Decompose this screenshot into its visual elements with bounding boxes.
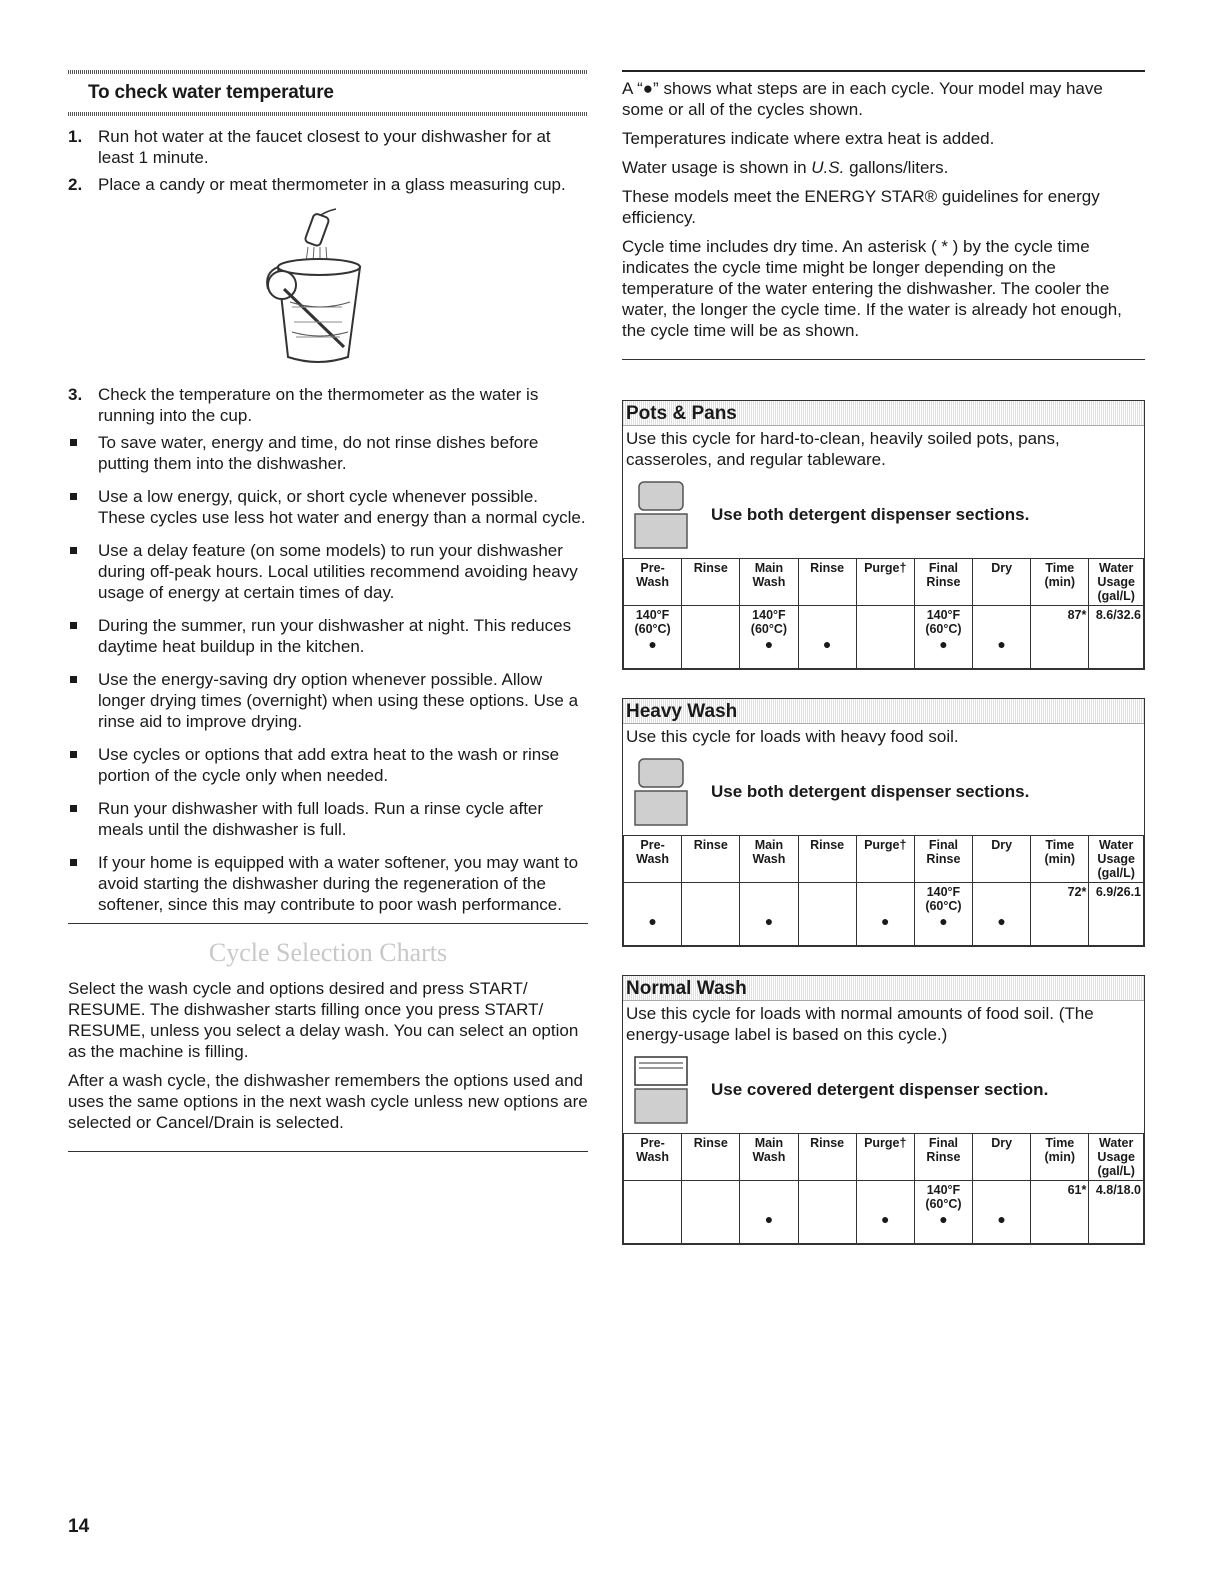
bullet-square-icon [68, 432, 98, 474]
tip-item: Use a low energy, quick, or short cycle whenever possible. These cycles use less hot water and energy than a normal cycle. [68, 486, 588, 528]
detergent-instruction: Use both detergent dispenser sections. [711, 782, 1030, 801]
table-cell [798, 1181, 856, 1244]
step-bullet-icon: ● [939, 636, 948, 652]
intro-paragraph: Water usage is shown in U.S. gallons/liters. [622, 158, 949, 177]
table-row [624, 606, 1144, 669]
table-cell [798, 606, 856, 669]
step-bullet-icon: ● [939, 1211, 948, 1227]
table-cell [624, 1181, 682, 1244]
table-cell [682, 606, 740, 669]
column-header: Final Rinse [914, 1134, 972, 1181]
right-column [622, 70, 1145, 1273]
tip-item: Run your dishwasher with full loads. Run a rinse cycle after meals until the dishwasher is full. [68, 798, 588, 840]
table-cell [914, 1181, 972, 1244]
table-cell [624, 883, 682, 946]
temperature-f: 140°F [752, 608, 786, 622]
table-cell [973, 606, 1031, 669]
column-header: Rinse [798, 559, 856, 606]
cycle-table [623, 558, 1144, 669]
step-text: Check the temperature on the thermometer as the water is running into the cup. [98, 385, 539, 425]
detergent-dispenser-icon [631, 480, 691, 550]
cycle-table [623, 1133, 1144, 1244]
column-header: Pre- Wash [624, 559, 682, 606]
column-header: Time (min) [1031, 559, 1089, 606]
bullet-square-icon [68, 615, 98, 657]
intro-paragraph: Cycle time includes dry time. An asterisk ( * ) by the cycle time indicates the cycle time might be longer depending on the temperature of the water entering the dishwasher. The cooler the water, the longer the cycle time. If the water is already hot enough, the cycle time will be as shown. [622, 237, 1122, 340]
step-2 [68, 174, 588, 195]
column-header: Dry [973, 836, 1031, 883]
table-cell: 87* [1031, 606, 1089, 669]
table-cell: 6.9/26.1 [1089, 883, 1144, 946]
column-header: Final Rinse [914, 559, 972, 606]
divider [68, 923, 588, 924]
bullet-square-icon [68, 798, 98, 840]
column-header: Final Rinse [914, 836, 972, 883]
cycle-description: Use this cycle for loads with normal amounts of food soil. (The energy-usage label is based on this cycle.) [623, 1000, 1144, 1051]
cycle-title: Pots & Pans [623, 401, 1144, 425]
temperature-c: (60°C) [925, 899, 962, 913]
detergent-row [623, 476, 1144, 558]
temperature-f: 140°F [926, 885, 961, 899]
table-cell: 8.6/32.6 [1089, 606, 1144, 669]
table-cell [682, 883, 740, 946]
tip-item: Use a delay feature (on some models) to run your dishwasher during off-peak hours. Local utilities recommend avoiding heavy usage of energy at certain times of day. [68, 540, 588, 603]
paragraph: After a wash cycle, the dishwasher remembers the options used and uses the same options in the next wash cycle unless new options are selected or Cancel/Drain is selected. [68, 1071, 588, 1132]
detergent-instruction: Use both detergent dispenser sections. [711, 505, 1030, 524]
step-bullet-icon: ● [764, 1211, 774, 1227]
table-cell [624, 606, 682, 669]
bullet-square-icon [68, 669, 98, 732]
divider [68, 1151, 588, 1152]
step-3 [68, 384, 588, 426]
tip-item: If your home is equipped with a water softener, you may want to avoid starting the dishwasher during the regeneration of the softener, since this may contribute to poor wash performance. [68, 852, 588, 915]
table-cell [856, 883, 914, 946]
detergent-row [623, 1051, 1144, 1133]
left-column [68, 70, 588, 1152]
bullet-square-icon [68, 486, 98, 528]
page-number: 14 [68, 1516, 90, 1537]
tips-list [68, 432, 588, 915]
table-header-row [624, 1134, 1144, 1181]
table-cell: 61* [1031, 1181, 1089, 1244]
detergent-row [623, 753, 1144, 835]
table-cell [914, 606, 972, 669]
table-cell: 4.8/18.0 [1089, 1181, 1144, 1244]
column-header: Purge† [856, 559, 914, 606]
table-cell [914, 883, 972, 946]
column-header: Rinse [682, 559, 740, 606]
cycle-description: Use this cycle for hard-to-clean, heavily soiled pots, pans, casseroles, and regular tableware. [623, 425, 1144, 476]
step-bullet-icon: ● [997, 1211, 1006, 1227]
cycle-description: Use this cycle for loads with heavy food soil. [623, 723, 1144, 753]
table-header-row [624, 836, 1144, 883]
cycle-title: Normal Wash [623, 976, 1144, 1000]
bullet-square-icon [68, 744, 98, 786]
detergent-dispenser-icon [631, 1055, 691, 1125]
detergent-dispenser-icon [631, 757, 691, 827]
temperature-f: 140°F [635, 608, 670, 622]
step-bullet-icon: ● [764, 913, 774, 929]
detergent-instruction: Use covered detergent dispenser section. [711, 1080, 1049, 1099]
step-text: Place a candy or meat thermometer in a glass measuring cup. [98, 175, 566, 194]
temperature-c: (60°C) [750, 622, 788, 636]
cycle-table [623, 835, 1144, 946]
table-cell: 72* [1031, 883, 1089, 946]
divider [622, 359, 1145, 360]
section-title: To check water temperature [88, 82, 334, 103]
tip-item: Use cycles or options that add extra heat to the wash or rinse portion of the cycle only when needed. [68, 744, 588, 786]
column-header: Main Wash [740, 559, 798, 606]
step-bullet-icon: ● [939, 913, 948, 929]
column-header: Water Usage (gal/L) [1089, 836, 1144, 883]
cycle-box [622, 698, 1145, 947]
tip-item: During the summer, run your dishwasher at night. This reduces daytime heat buildup in the kitchen. [68, 615, 588, 657]
section-rule [68, 70, 588, 74]
column-header: Pre- Wash [624, 836, 682, 883]
temperature-c: (60°C) [925, 1197, 962, 1211]
bullet-square-icon [68, 852, 98, 915]
cycle-box [622, 975, 1145, 1245]
intro-block [622, 70, 1145, 341]
table-cell [798, 883, 856, 946]
column-header: Pre- Wash [624, 1134, 682, 1181]
column-header: Rinse [798, 836, 856, 883]
column-header: Purge† [856, 1134, 914, 1181]
column-header: Water Usage (gal/L) [1089, 1134, 1144, 1181]
table-cell [740, 606, 798, 669]
temperature-f: 140°F [926, 608, 961, 622]
temperature-c: (60°C) [925, 622, 962, 636]
column-header: Rinse [682, 836, 740, 883]
temperature-c: (60°C) [634, 622, 671, 636]
step-number: 3. [68, 385, 83, 404]
table-cell [740, 1181, 798, 1244]
step-bullet-icon: ● [648, 913, 657, 929]
column-header: Main Wash [740, 836, 798, 883]
step-bullet-icon: ● [764, 636, 774, 652]
column-header: Time (min) [1031, 836, 1089, 883]
column-header: Water Usage (gal/L) [1089, 559, 1144, 606]
table-cell [973, 883, 1031, 946]
tip-item: To save water, energy and time, do not rinse dishes before putting them into the dishwasher. [68, 432, 588, 474]
chart-heading: Cycle Selection Charts [208, 938, 448, 967]
column-header: Purge† [856, 836, 914, 883]
table-header-row [624, 559, 1144, 606]
step-bullet-icon: ● [997, 636, 1006, 652]
step-bullet-icon: ● [648, 636, 657, 652]
table-cell [740, 883, 798, 946]
table-cell [856, 1181, 914, 1244]
intro-paragraph: These models meet the ENERGY STAR® guidelines for energy efficiency. [622, 187, 1100, 227]
column-header: Main Wash [740, 1134, 798, 1181]
column-header: Time (min) [1031, 1134, 1089, 1181]
step-text: Run hot water at the faucet closest to your dishwasher for at least 1 minute. [98, 127, 551, 167]
step-bullet-icon: ● [997, 913, 1006, 929]
step-number: 1. [68, 127, 83, 146]
intro-paragraph: A “●” shows what steps are in each cycle. Your model may have some or all of the cycles shown. [622, 79, 1103, 119]
table-cell [856, 606, 914, 669]
paragraph: Select the wash cycle and options desired and press START/ RESUME. The dishwasher starts filling once you press START/ RESUME, unless you select a delay wash. You can select an option as the machine is filling. [68, 979, 579, 1061]
temperature-f: 140°F [926, 1183, 961, 1197]
table-cell [973, 1181, 1031, 1244]
section-rule [68, 112, 588, 116]
step-number: 2. [68, 175, 83, 194]
bullet-square-icon [68, 540, 98, 603]
thermometer-cup-illustration [248, 207, 388, 367]
table-cell [682, 1181, 740, 1244]
table-row [624, 883, 1144, 946]
step-bullet-icon: ● [881, 1211, 890, 1227]
column-header: Dry [973, 559, 1031, 606]
intro-paragraph: Temperatures indicate where extra heat is added. [622, 129, 995, 148]
cycle-box [622, 400, 1145, 670]
column-header: Rinse [682, 1134, 740, 1181]
table-row [624, 1181, 1144, 1244]
step-bullet-icon: ● [822, 636, 832, 652]
step-bullet-icon: ● [881, 913, 890, 929]
tip-item: Use the energy-saving dry option whenever possible. Allow longer drying times (overnight) when using these options. Use a rinse aid to improve drying. [68, 669, 588, 732]
column-header: Dry [973, 1134, 1031, 1181]
step-1 [68, 126, 588, 168]
column-header: Rinse [798, 1134, 856, 1181]
cycle-title: Heavy Wash [623, 699, 1144, 723]
